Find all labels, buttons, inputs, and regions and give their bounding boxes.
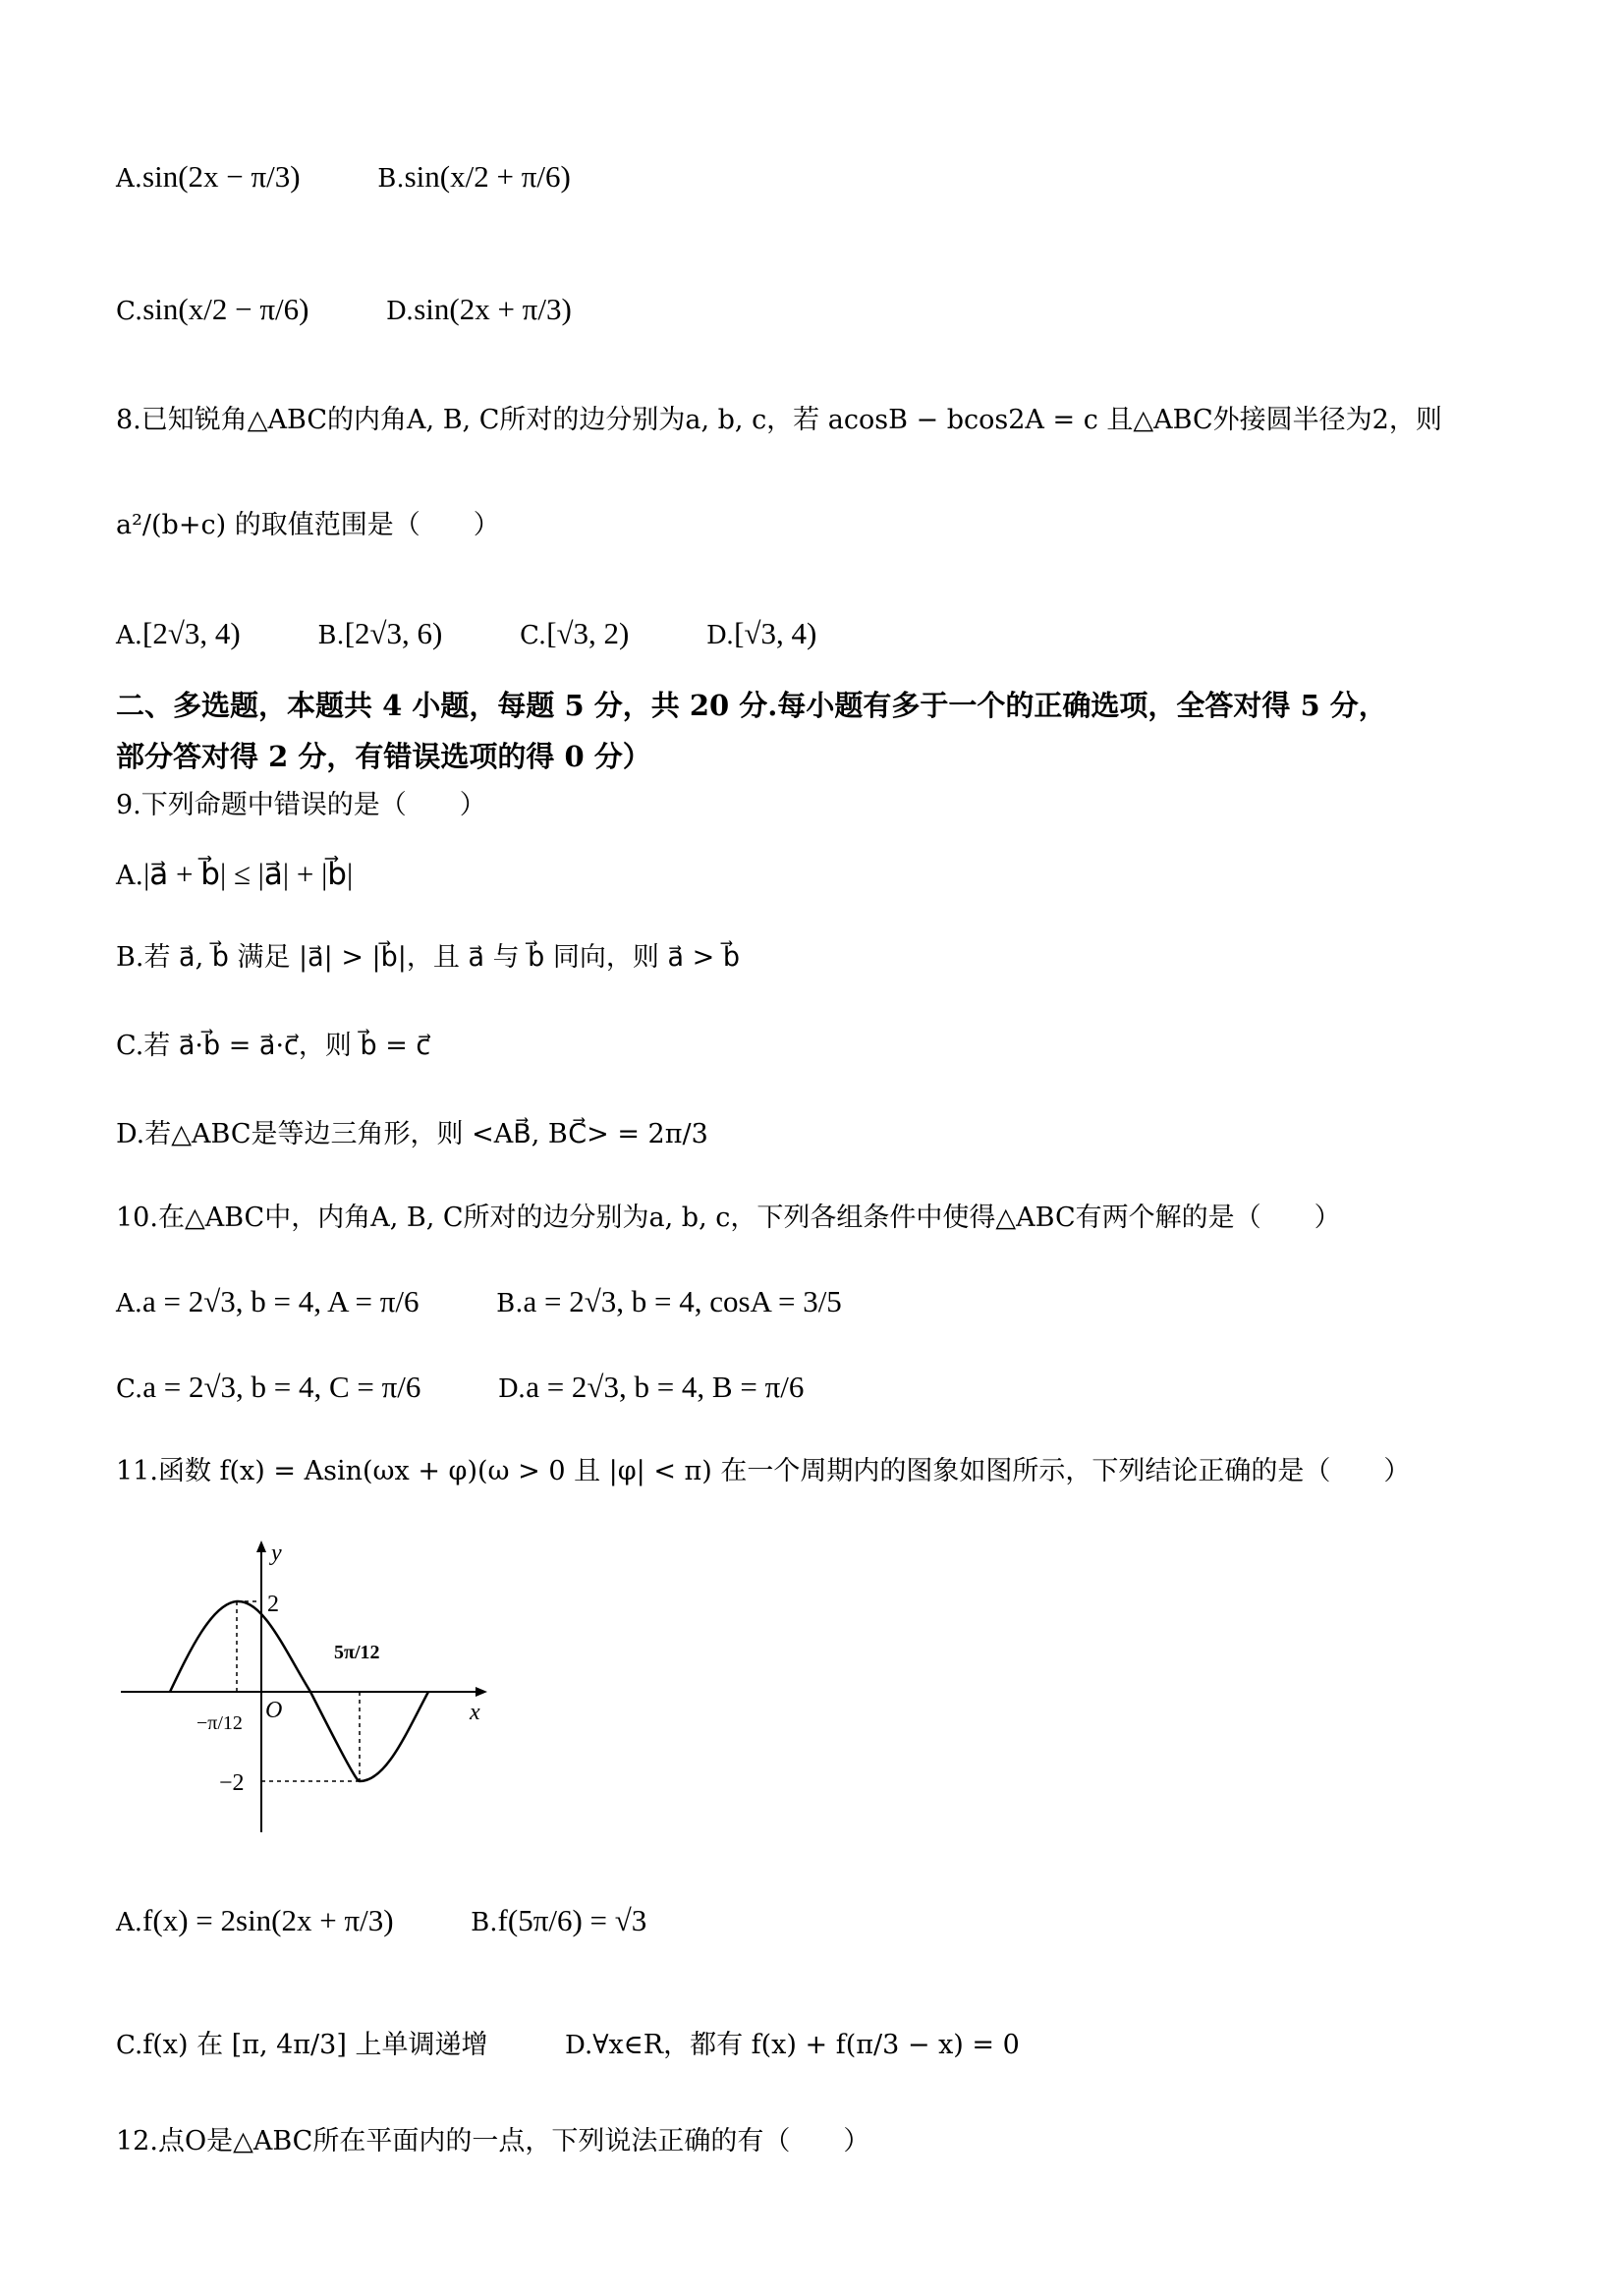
q8-option-b: B.[2√3, 6) [317, 616, 443, 650]
q9-option-d: D.若△ABC是等边三角形，则 <AB⃗, BC⃗> = 2π/3 [116, 1119, 708, 1149]
min-value-label: −2 [219, 1770, 245, 1796]
q7-option-b: B.sin(x/2 + π/6) [377, 159, 571, 194]
q10-option-d: D.a = 2√3, b = 4, B = π/6 [498, 1370, 805, 1404]
q11-stem: 11.函数 f(x) = Asin(ωx + φ)(ω > 0 且 |φ| < π) 在一个周期内的图象如图所示，下列结论正确的是（ ） [116, 1456, 1411, 1486]
x-axis-arrow-icon [476, 1687, 487, 1697]
q7-option-c: C.sin(x/2 − π/6) [116, 292, 309, 326]
q10-option-a: A.a = 2√3, b = 4, A = π/6 [116, 1284, 420, 1318]
q11-option-b: B.f(5π/6) = √3 [471, 1903, 647, 1937]
q11-sine-graph [116, 1533, 499, 1837]
right-tick-label: 5π/12 [334, 1642, 380, 1663]
q8-option-c: C.[√3, 2) [519, 616, 630, 650]
y-axis-arrow-icon [256, 1540, 266, 1552]
y-axis-label: y [271, 1540, 282, 1566]
q7-options-row-2 [116, 290, 641, 331]
q10-options-row-2 [116, 1368, 872, 1409]
q7-option-d: D.sin(2x + π/3) [386, 292, 572, 326]
q10-option-c: C.a = 2√3, b = 4, C = π/6 [116, 1370, 421, 1404]
left-tick-label: −π/12 [196, 1712, 243, 1734]
max-value-label: 2 [267, 1592, 279, 1617]
q7-option-a: A.sin(2x − π/3) [116, 159, 301, 194]
q9-stem: 9.下列命题中错误的是（ ） [116, 790, 486, 820]
q8-option-a: A.[2√3, 4) [116, 616, 241, 650]
q10-option-b: B.a = 2√3, b = 4, cosA = 3/5 [496, 1284, 842, 1318]
q9-option-a: A.|a⃗ + b⃗| ≤ |a⃗| + |b⃗| [116, 857, 354, 891]
q10-options-row-1 [116, 1282, 911, 1323]
q8-options-row [116, 614, 885, 655]
q11-options-row-1 [116, 1901, 715, 1942]
q8-option-d: D.[√3, 4) [705, 616, 817, 650]
q8-stem: 8.已知锐角△ABC的内角A, B, C所对的边分别为a, b, c，若 acosB − bcos2A = c 且△ABC外接圆半径为2，则 [116, 405, 1442, 435]
q7-options-row-1 [116, 157, 640, 198]
x-axis-label: x [470, 1700, 480, 1725]
origin-label: O [265, 1698, 283, 1723]
q11-option-d: D.∀x∈R，都有 f(x) + f(π/3 − x) = 0 [565, 2030, 1020, 2060]
q11-options-row-2 [116, 2026, 1089, 2065]
section-2-heading [116, 680, 1521, 782]
q9-option-b: B.若 a⃗, b⃗ 满足 |a⃗| > |b⃗|，且 a⃗ 与 b⃗ 同向，则 a⃗ > b⃗ [116, 942, 740, 973]
section-2-heading-line-1: 二、多选题，本题共 4 小题，每题 5 分，共 20 分.每小题有多于一个的正确选项，全答对得 5 分， [116, 689, 1387, 722]
q8-stem-2: a²/(b+c) 的取值范围是（ ） [116, 510, 500, 540]
q11-option-c: C.f(x) 在 [π, 4π/3] 上单调递增 [116, 2030, 488, 2060]
section-2-heading-line-2: 部分答对得 2 分，有错误选项的得 0 分） [116, 740, 651, 773]
q11-option-a: A.f(x) = 2sin(2x + π/3) [116, 1903, 394, 1937]
q10-stem: 10.在△ABC中，内角A, B, C所对的边分别为a, b, c，下列各组条件中使得△ABC有两个解的是（ ） [116, 1203, 1341, 1233]
q12-stem: 12.点O是△ABC所在平面内的一点，下列说法正确的有（ ） [116, 2126, 870, 2156]
q9-option-c: C.若 a⃗·b⃗ = a⃗·c⃗，则 b⃗ = c⃗ [116, 1031, 431, 1061]
